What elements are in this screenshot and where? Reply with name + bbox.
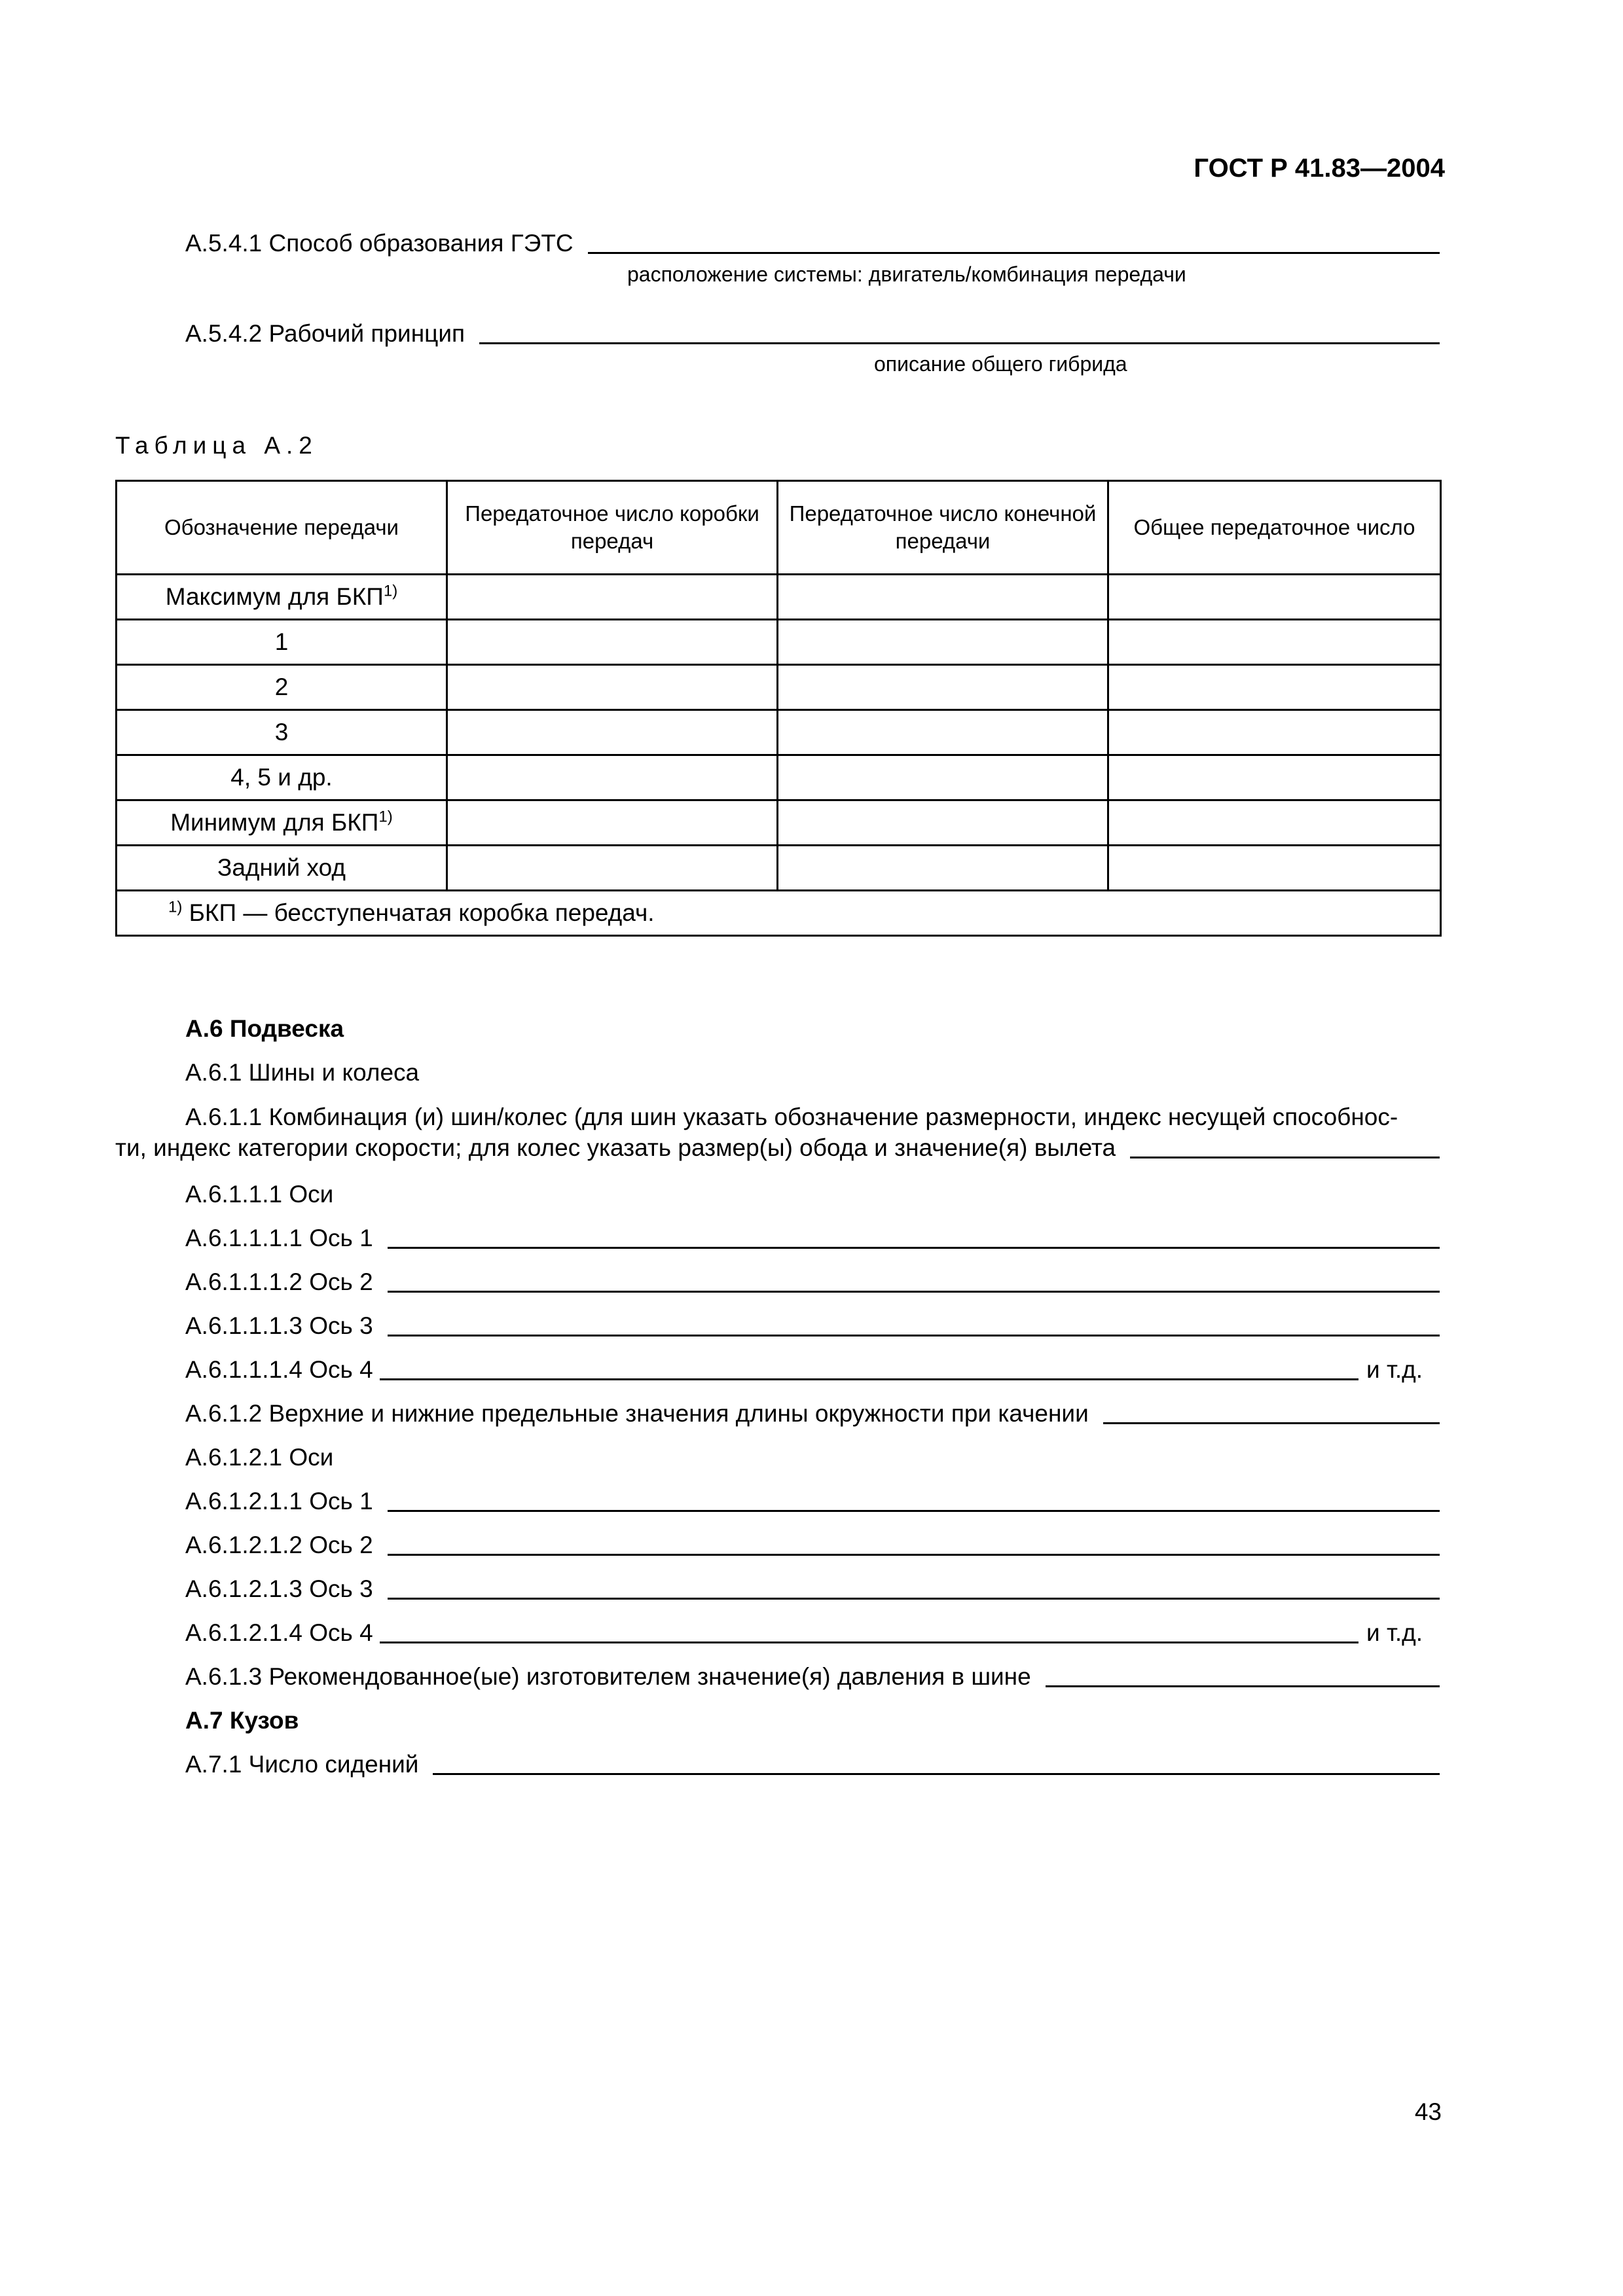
subsection-a6121: А.6.1.2.1 Оси: [185, 1444, 334, 1471]
table-row: [117, 800, 1441, 846]
field-label: А.6.1.2.1.1 Ось 1: [185, 1488, 373, 1515]
fill-line[interactable]: [1103, 1421, 1440, 1424]
field-label: А.6.1.2.1.2 Ось 2: [185, 1532, 373, 1558]
fill-line[interactable]: [388, 1509, 1440, 1512]
field-a61113: [185, 1312, 1440, 1340]
field-a542: [185, 319, 1440, 348]
field-a541: [185, 229, 1440, 258]
fill-line[interactable]: [479, 341, 1440, 344]
fill-line[interactable]: [380, 1640, 1359, 1643]
field-label: А.7.1 Число сидений: [185, 1751, 419, 1778]
fill-line[interactable]: [388, 1333, 1440, 1336]
table-header-row: [117, 481, 1441, 575]
table-row: [117, 665, 1441, 710]
field-a61211: [185, 1487, 1440, 1516]
field-a61114: [185, 1355, 1423, 1384]
value-cell[interactable]: [1108, 620, 1441, 665]
fill-line[interactable]: [388, 1596, 1440, 1600]
header-cell: Передаточное число конечной передачи: [778, 481, 1108, 575]
value-cell[interactable]: [1108, 846, 1441, 891]
row-label: Задний ход: [117, 846, 447, 891]
field-a61111: [185, 1224, 1440, 1253]
value-cell[interactable]: [1108, 800, 1441, 846]
standard-code: ГОСТ Р 41.83—2004: [1194, 154, 1445, 183]
fill-line[interactable]: [388, 1289, 1440, 1293]
field-hint: описание общего гибрида: [874, 352, 1127, 376]
fill-line[interactable]: [1130, 1155, 1440, 1158]
field-label: А.6.1.1.1.3 Ось 3: [185, 1312, 373, 1339]
value-cell[interactable]: [1108, 575, 1441, 620]
paragraph-a611-line1: А.6.1.1 Комбинация (и) шин/колес (для шин указать обозначение размерности, индекс несущей способнос-: [185, 1103, 1398, 1130]
field-label: А.5.4.1 Способ образования ГЭТС: [185, 230, 574, 257]
value-cell[interactable]: [778, 620, 1108, 665]
value-cell[interactable]: [1108, 755, 1441, 800]
value-cell[interactable]: [447, 620, 778, 665]
row-label: 4, 5 и др.: [117, 755, 447, 800]
field-a613: [185, 1662, 1440, 1691]
fill-line[interactable]: [388, 1246, 1440, 1249]
fill-line[interactable]: [588, 251, 1440, 254]
field-label: А.6.1.2.1.4 Ось 4: [185, 1619, 373, 1646]
etc-label: и т.д.: [1366, 1619, 1423, 1646]
field-a61112: [185, 1268, 1440, 1297]
row-label: 1: [117, 620, 447, 665]
table-row: [117, 710, 1441, 755]
table-row: [117, 755, 1441, 800]
row-label: Максимум для БКП$^{1)}$: [117, 575, 447, 620]
section-heading-a6: А.6 Подвеска: [185, 1015, 344, 1042]
field-label: А.6.1.1.1.2 Ось 2: [185, 1268, 373, 1295]
subsection-a61: А.6.1 Шины и колеса: [185, 1059, 420, 1086]
row-label: Минимум для БКП$^{1)}$: [117, 800, 447, 846]
field-label: А.6.1.2.1.3 Ось 3: [185, 1575, 373, 1602]
field-a612: [185, 1399, 1440, 1428]
field-a611: [115, 1134, 1440, 1162]
value-cell[interactable]: [447, 755, 778, 800]
row-label: 2: [117, 665, 447, 710]
header-cell: Обозначение передачи: [117, 481, 447, 575]
table-footnote-row: [117, 891, 1441, 936]
field-a71: [185, 1750, 1440, 1779]
value-cell[interactable]: [1108, 710, 1441, 755]
field-a61214: [185, 1619, 1423, 1647]
field-label: ти, индекс категории скорости; для колес указать размер(ы) обода и значение(я) вылета: [115, 1134, 1116, 1161]
value-cell[interactable]: [778, 846, 1108, 891]
value-cell[interactable]: [447, 846, 778, 891]
value-cell[interactable]: [778, 575, 1108, 620]
table-row: [117, 846, 1441, 891]
field-a61213: [185, 1575, 1440, 1604]
fill-line[interactable]: [380, 1377, 1359, 1380]
gear-ratio-table: [115, 480, 1442, 937]
field-hint: расположение системы: двигатель/комбинация передачи: [627, 262, 1186, 286]
value-cell[interactable]: [447, 575, 778, 620]
table-row: [117, 620, 1441, 665]
field-label: А.5.4.2 Рабочий принцип: [185, 320, 465, 347]
field-label: А.6.1.2 Верхние и нижние предельные значения длины окружности при качении: [185, 1400, 1089, 1427]
page-number: 43: [1414, 2098, 1442, 2125]
row-label: 3: [117, 710, 447, 755]
fill-line[interactable]: [1046, 1684, 1440, 1687]
field-label: А.6.1.3 Рекомендованное(ые) изготовителем значение(я) давления в шине: [185, 1663, 1031, 1690]
fill-line[interactable]: [433, 1772, 1440, 1775]
subsection-a6111: А.6.1.1.1 Оси: [185, 1181, 334, 1208]
value-cell[interactable]: [1108, 665, 1441, 710]
section-heading-a7: А.7 Кузов: [185, 1707, 299, 1734]
value-cell[interactable]: [778, 755, 1108, 800]
header-cell: Передаточное число коробки передач: [447, 481, 778, 575]
value-cell[interactable]: [778, 665, 1108, 710]
fill-line[interactable]: [388, 1552, 1440, 1556]
table-caption: Таблица А.2: [115, 432, 318, 459]
etc-label: и т.д.: [1366, 1356, 1423, 1383]
value-cell[interactable]: [778, 710, 1108, 755]
header-cell: Общее передаточное число: [1108, 481, 1441, 575]
value-cell[interactable]: [778, 800, 1108, 846]
field-label: А.6.1.1.1.4 Ось 4: [185, 1356, 373, 1383]
field-a61212: [185, 1531, 1440, 1560]
value-cell[interactable]: [447, 800, 778, 846]
table-row: [117, 575, 1441, 620]
table-footnote: $^{1)}$ БКП — бесступенчатая коробка передач.: [117, 891, 1441, 936]
value-cell[interactable]: [447, 710, 778, 755]
value-cell[interactable]: [447, 665, 778, 710]
field-label: А.6.1.1.1.1 Ось 1: [185, 1225, 373, 1251]
